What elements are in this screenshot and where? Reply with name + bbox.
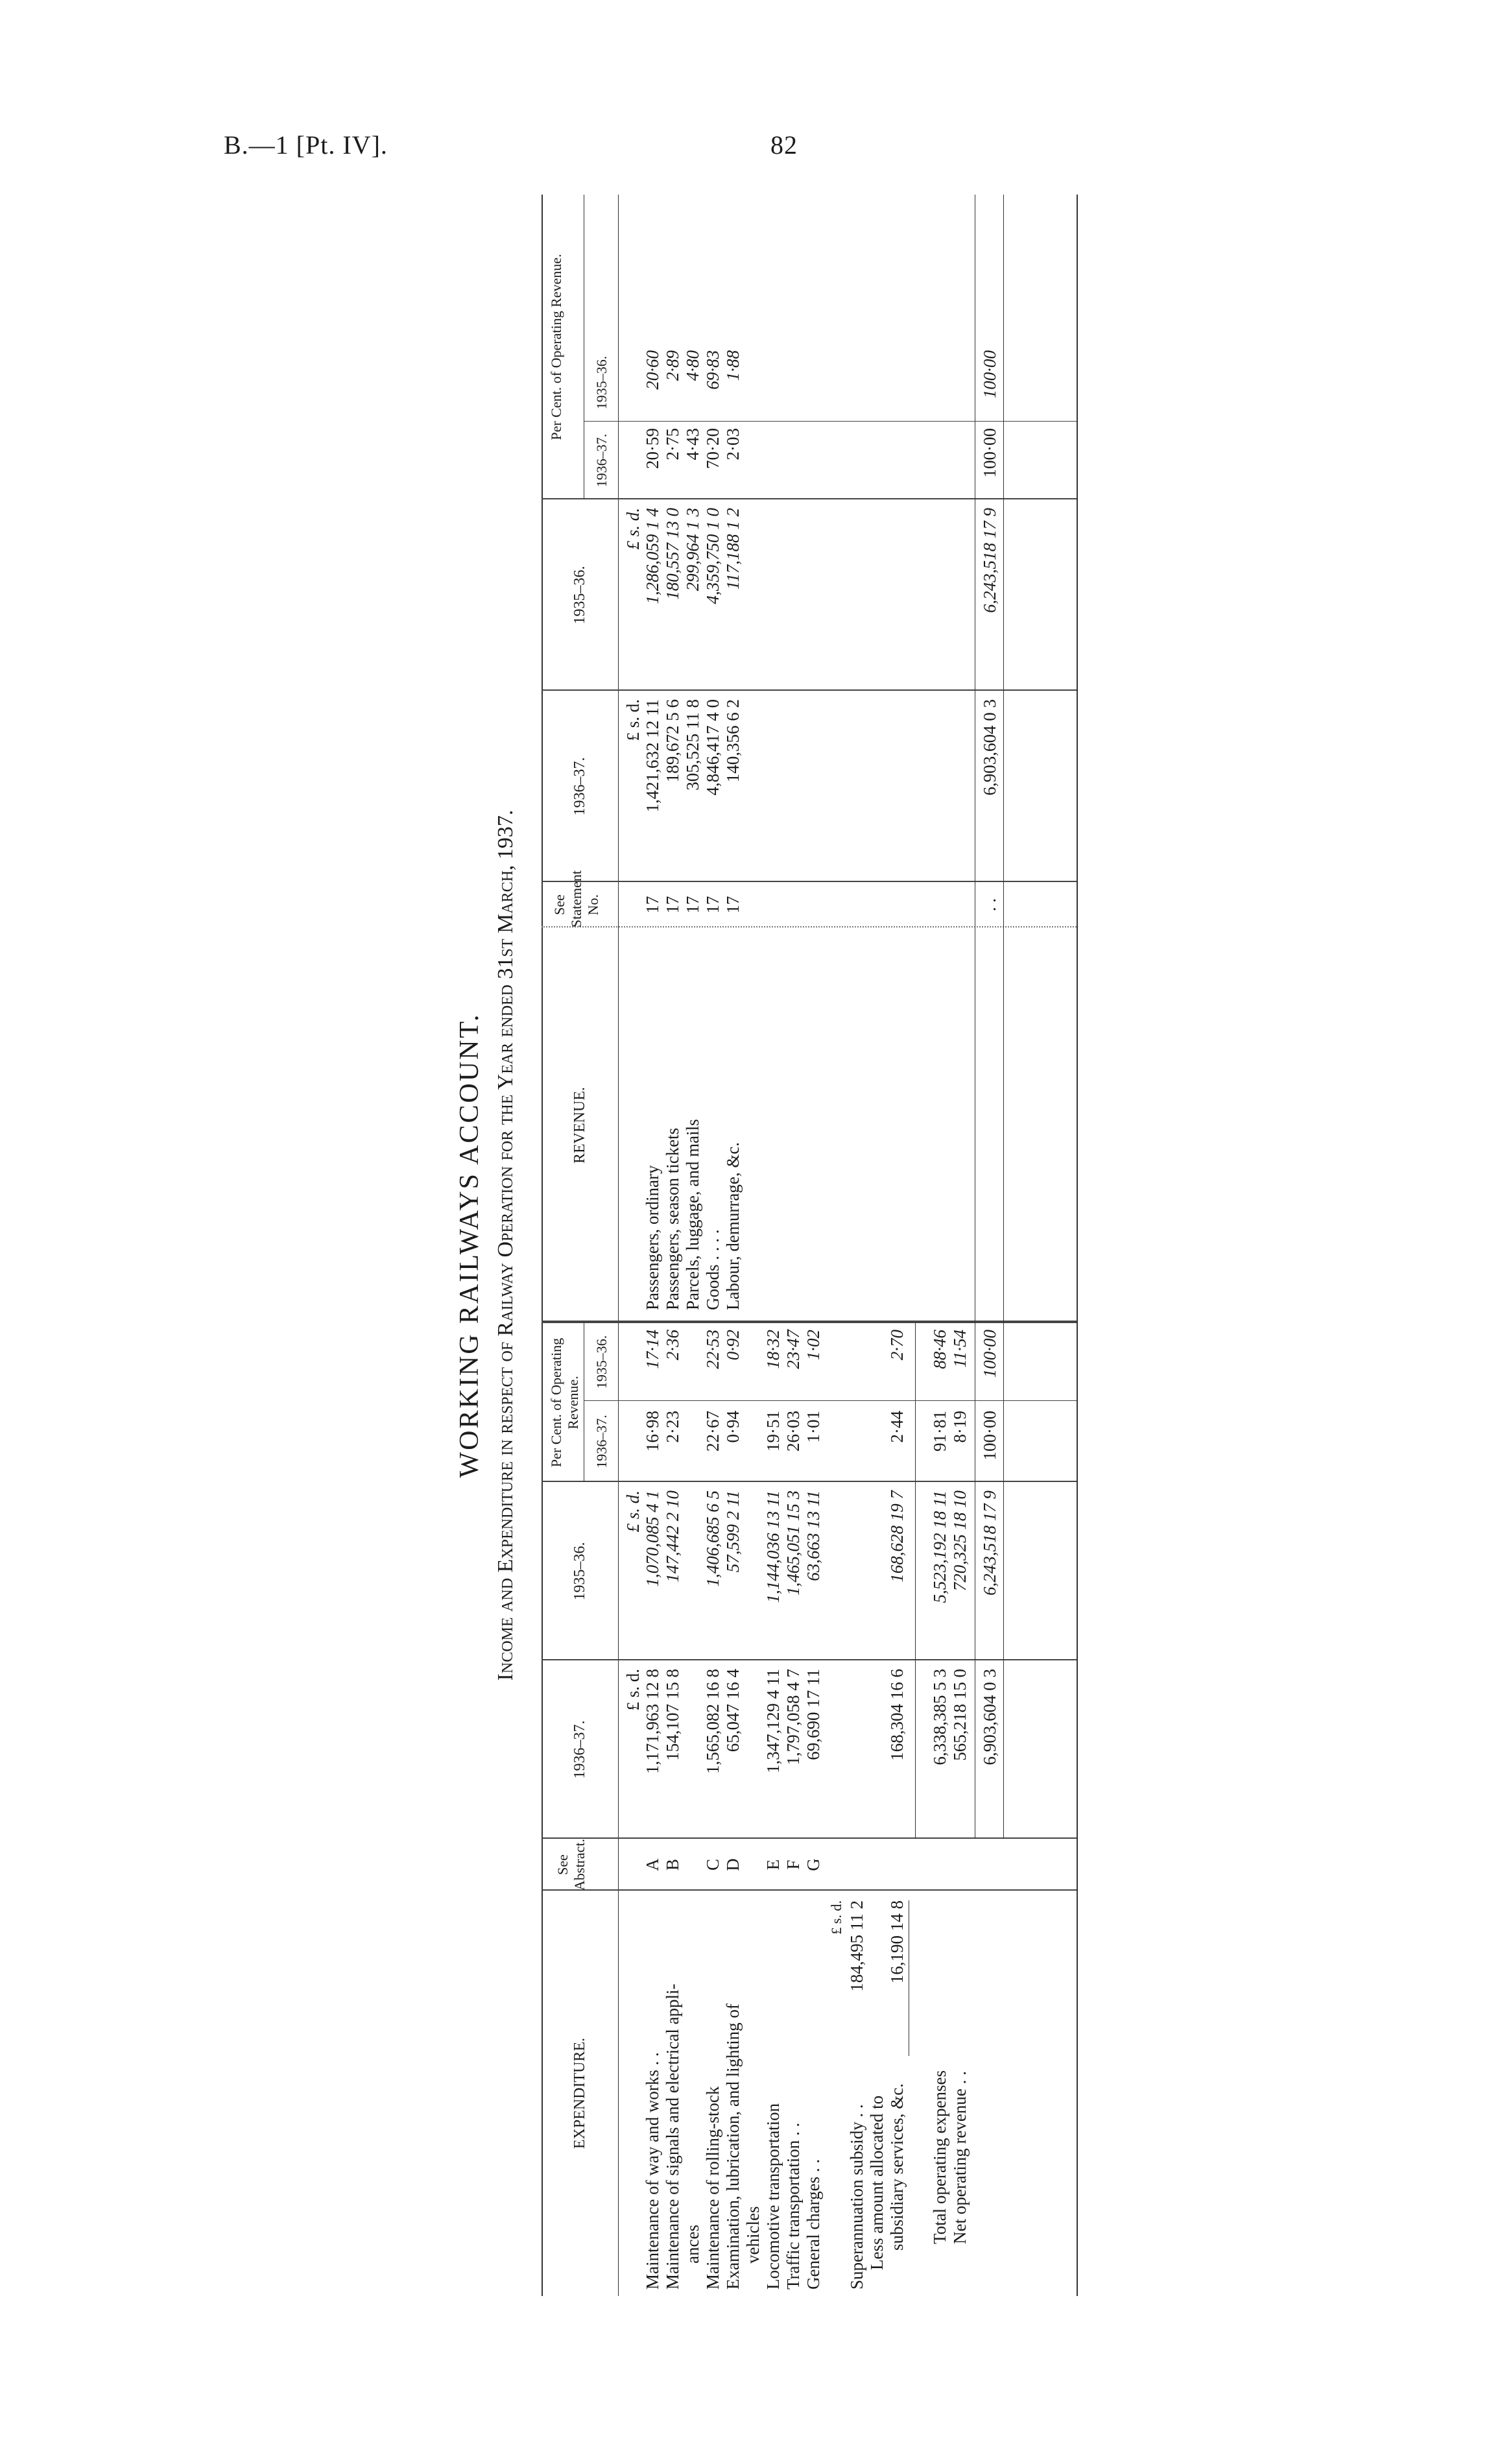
rev-grand-total-1935-36: 6,243,518 17 9 <box>980 508 999 613</box>
amount-1936-37: 65,047 16 4 <box>723 1669 743 1752</box>
amount-1936-37: 1,347,129 4 11 <box>763 1669 783 1773</box>
statement-ref: 17 <box>703 896 722 914</box>
lsd-header: £ s. d. <box>623 508 643 550</box>
pct-1935-36: 1·02 <box>804 1330 823 1361</box>
see-abstract-header: See Abstract. <box>554 1838 588 1891</box>
amount-1935-36: 63,663 13 11 <box>804 1490 823 1581</box>
revenue-label: Passengers, ordinary <box>643 1165 662 1310</box>
abstract-ref: D <box>723 1858 743 1871</box>
amount-1935-36: 1,406,685 6 5 <box>703 1490 722 1587</box>
pct-1935-36: 2·36 <box>663 1330 682 1361</box>
net-revenue-label: Net operating revenue . . <box>950 2071 970 2244</box>
exp-grand-pct-1936-37: 100·00 <box>980 1411 999 1461</box>
statement-ref: 17 <box>683 896 702 914</box>
page-number: 82 <box>770 130 798 160</box>
revenue-pct-1936-37: 2·75 <box>663 428 682 461</box>
revenue-pct-1936-37: 20·59 <box>643 428 662 469</box>
amount-1936-37: 1,171,963 12 8 <box>643 1669 662 1774</box>
pct-1935-36: 0·92 <box>723 1330 743 1361</box>
rev-pct-1936-37-header: 1936–37. <box>593 433 610 488</box>
pct-1936-37: 26·03 <box>783 1411 803 1452</box>
revenue-label: Passengers, season tickets <box>663 1127 682 1310</box>
pct-1936-37: 19·51 <box>763 1411 783 1452</box>
statement-ref: 17 <box>643 896 662 914</box>
pct-1935-36: 18·32 <box>763 1330 783 1369</box>
revenue-1936-37: 189,672 5 6 <box>663 699 682 783</box>
total-expenses-pct-1936-37: 91·81 <box>930 1411 949 1452</box>
superannuation-label: Superannuation subsidy . . <box>847 2104 866 2290</box>
revenue-label: Parcels, luggage, and mails <box>683 1119 702 1310</box>
amount-1935-36: 1,465,051 15 3 <box>783 1490 803 1596</box>
revenue-label: Labour, demurrage, &c. <box>723 1142 743 1310</box>
pct-1935-36: 22·53 <box>703 1330 722 1369</box>
col-1936-37-header: 1936–37. <box>571 1720 588 1779</box>
revenue-pct-1936-37: 4·43 <box>683 428 702 461</box>
abstract-ref: B <box>663 1859 682 1871</box>
amount-1935-36: 1,144,036 13 11 <box>763 1490 783 1603</box>
pct-1936-37: 22·67 <box>703 1411 722 1452</box>
net-revenue-1936-37: 565,218 15 0 <box>950 1669 970 1761</box>
expenditure-heading: EXPENDITURE. <box>571 2037 588 2149</box>
revenue-1936-37: 1,421,632 12 11 <box>643 699 662 813</box>
lsd-header: £ s. d. <box>623 1669 643 1711</box>
amount-1936-37: 1,797,058 4 7 <box>783 1669 803 1765</box>
abstract-ref: C <box>703 1859 722 1871</box>
revenue-1935-36: 299,964 1 3 <box>683 508 702 592</box>
expense-label: General charges . . <box>804 2159 823 2290</box>
revenue-pct-1936-37: 70·20 <box>703 428 722 469</box>
pct-1935-36: 17·14 <box>643 1330 662 1369</box>
abstract-ref: G <box>804 1858 823 1871</box>
report-reference: B.—1 [Pt. IV]. <box>224 130 388 160</box>
statement-ref: 17 <box>663 896 682 914</box>
centre-divider <box>542 1321 1077 1323</box>
less-allocated-label-cont: subsidiary services, &c. <box>887 2083 907 2251</box>
revenue-1935-36: 180,557 13 0 <box>663 508 682 600</box>
rev-1936-37-header: 1936–37. <box>571 757 588 816</box>
net-revenue-pct-1935-36: 11·54 <box>950 1330 970 1368</box>
net-revenue-pct-1936-37: 8·19 <box>950 1411 970 1443</box>
abstract-ref: E <box>763 1859 783 1871</box>
revenue-1936-37: 4,846,417 4 0 <box>703 699 722 796</box>
abstract-ref: F <box>783 1860 803 1870</box>
revenue-label: Goods . . . . <box>703 1229 722 1310</box>
exp-grand-total-1935-36: 6,243,518 17 9 <box>980 1490 999 1596</box>
net-revenue-1935-36: 720,325 18 10 <box>950 1490 970 1592</box>
pct-1936-37: 16·98 <box>643 1411 662 1452</box>
total-expenses-1935-36: 5,523,192 18 11 <box>930 1490 949 1603</box>
pct-header: Per Cent. of Operating Revenue. <box>548 1337 581 1468</box>
expense-label: Maintenance of rolling-stock <box>703 2086 722 2290</box>
revenue-heading: REVENUE. <box>571 1087 588 1164</box>
col-1935-36-header: 1935–36. <box>571 1542 588 1601</box>
expense-label: Maintenance of way and works . . <box>643 2052 662 2290</box>
less-allocated-label: Less amount allocated to <box>867 2095 887 2270</box>
superannuation-pct-1935-36: 2·70 <box>887 1330 907 1361</box>
rev-pct-header: Per Cent. of Operating Revenue. <box>548 254 564 440</box>
expense-label: Maintenance of signals and electrical appli- <box>663 1983 682 2290</box>
total-expenses-1936-37: 6,338,385 5 3 <box>930 1669 949 1765</box>
totals-rule <box>915 1323 916 1839</box>
account-subtitle: Income and Expenditure in respect of Railway Operation for the Year ended 31st March, 1937. <box>494 809 518 1681</box>
expense-label-cont: ances <box>683 2225 702 2264</box>
rev-grand-pct-1936-37: 100·00 <box>980 428 999 478</box>
expense-label: Locomotive transportation <box>763 2103 783 2290</box>
exp-grand-pct-1935-36: 100·00 <box>980 1330 999 1378</box>
see-statement-header: See Statement No. <box>551 870 601 927</box>
abstract-ref: A <box>643 1858 662 1871</box>
grand-total-bottom-rule <box>1003 195 1004 1839</box>
account-title: WORKING RAILWAYS ACCOUNT. <box>455 1012 484 1478</box>
pct-1935-36-header: 1935–36. <box>593 1335 610 1389</box>
revenue-pct-1935-36: 1·88 <box>723 350 743 381</box>
table-top-rule <box>542 195 543 2296</box>
pct-1935-36: 23·47 <box>783 1330 803 1369</box>
superannuation-lsd-header: £ s. d. <box>828 1900 844 1935</box>
revenue-pct-1935-36: 4·80 <box>683 350 702 381</box>
amount-1935-36: 1,070,085 4 1 <box>643 1490 662 1587</box>
revenue-pct-1936-37: 2·03 <box>723 428 743 461</box>
amount-1936-37: 1,565,082 16 8 <box>703 1669 722 1774</box>
revenue-1936-37: 305,525 11 8 <box>683 699 702 791</box>
less-allocated-amount: 16,190 14 8 <box>887 1900 907 1984</box>
total-expenses-pct-1935-36: 88·46 <box>930 1330 949 1369</box>
lsd-header: £ s. d. <box>623 699 643 741</box>
revenue-1936-37: 140,356 6 2 <box>723 699 743 783</box>
revenue-pct-1935-36: 2·89 <box>663 350 682 381</box>
pct-1936-37: 0·94 <box>723 1411 743 1443</box>
exp-grand-total-1936-37: 6,903,604 0 3 <box>980 1669 999 1765</box>
revenue-pct-1935-36: 69·83 <box>703 350 722 390</box>
revenue-1935-36: 1,286,059 1 4 <box>643 508 662 604</box>
amount-1935-36: 57,599 2 11 <box>723 1490 743 1573</box>
rev-grand-total-1936-37: 6,903,604 0 3 <box>980 699 999 796</box>
revenue-1935-36: 4,359,750 1 0 <box>703 508 722 604</box>
pct-1936-37: 2·23 <box>663 1411 682 1443</box>
amount-1935-36: 147,442 2 10 <box>663 1490 682 1583</box>
rev-grand-pct-1935-36: 100·00 <box>980 350 999 399</box>
amount-1936-37: 69,690 17 11 <box>804 1669 823 1760</box>
revenue-1935-36: 117,188 1 2 <box>723 508 743 590</box>
superannuation-net-1936-37: 168,304 16 6 <box>887 1669 907 1761</box>
pct-1936-37-header: 1936–37. <box>593 1415 610 1468</box>
rev-grand-statement: . . <box>980 898 999 912</box>
table-bottom-rule <box>1077 195 1078 2296</box>
expense-label: Examination, lubrication, and lighting of <box>723 2003 743 2290</box>
amount-1936-37: 154,107 15 8 <box>663 1669 682 1761</box>
superannuation-net-1935-36: 168,628 19 7 <box>887 1490 907 1583</box>
expense-label-cont: vehicles <box>743 2206 763 2264</box>
superannuation-pct-1936-37: 2·44 <box>887 1411 907 1443</box>
rev-1935-36-header: 1935–36. <box>571 566 588 625</box>
superannuation-amount: 184,495 11 2 <box>847 1900 866 1992</box>
lsd-header: £ s. d. <box>623 1490 643 1533</box>
total-expenses-label: Total operating expenses <box>930 2070 949 2244</box>
header-bottom-rule <box>618 195 619 2296</box>
expense-label: Traffic transportation . . <box>783 2122 803 2290</box>
rev-pct-1935-36-header: 1935–36. <box>593 355 610 410</box>
pct-1936-37: 1·01 <box>804 1411 823 1443</box>
rotated-account-table <box>444 195 1080 2296</box>
statement-ref: 17 <box>723 896 743 914</box>
revenue-pct-1935-36: 20·60 <box>643 350 662 390</box>
